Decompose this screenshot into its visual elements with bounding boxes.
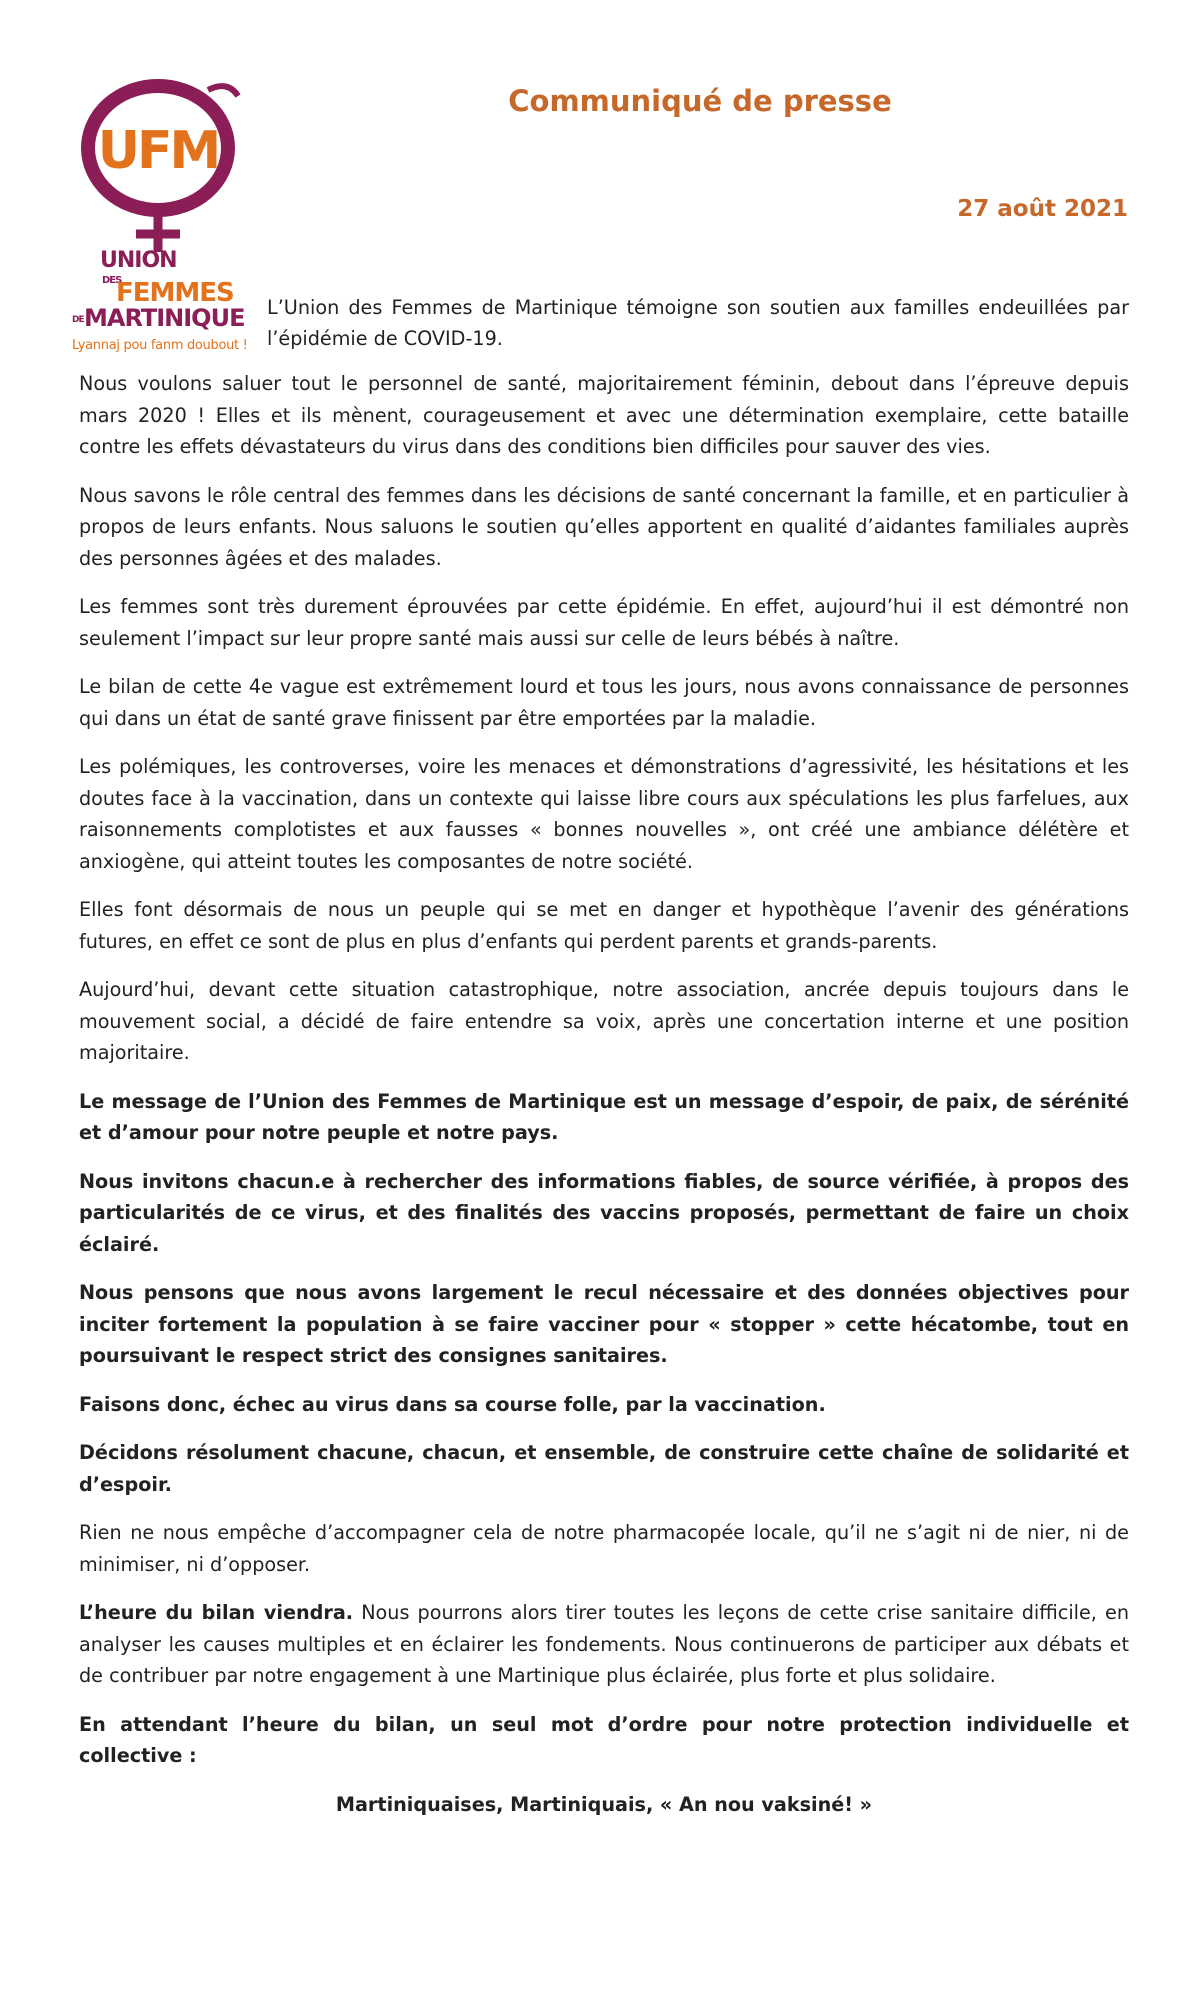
logo-slogan: Lyannaj pou fanm doubout ! bbox=[72, 338, 248, 353]
paragraph-message: Le message de l’Union des Femmes de Martinique est un message d’espoir, de paix, de sérénité et d’amour pour notre peuple et notre pays. bbox=[79, 1089, 1129, 1144]
press-date: 27 août 2021 bbox=[957, 196, 1128, 222]
page-title: Communiqué de presse bbox=[508, 84, 892, 118]
paragraph-personnel-sante: Nous voulons saluer tout le personnel de santé, majoritairement féminin, debout dans l’épreuve depuis mars 2020 ! Elles et ils mènent, courageusement et avec une détermination exemplaire, cette bataille contre les effets dévastateurs du virus dans des conditions bien difficiles pour sauver des vies. bbox=[79, 372, 1129, 458]
logo-union: UNION bbox=[100, 248, 177, 273]
paragraph-mot-ordre: En attendant l’heure du bilan, un seul mot d’ordre pour notre protection individuelle et collective : bbox=[79, 1712, 1129, 1767]
logo-femmes: FEMMES bbox=[116, 278, 234, 308]
venus-symbol-icon bbox=[70, 74, 252, 256]
paragraph-recul: Nous pensons que nous avons largement le recul nécessaire et des données objectives pour inciter fortement la population à se faire vacciner pour « stopper » cette hécatombe, tout en poursuivant le respect strict des consignes sanitaires. bbox=[79, 1281, 1129, 1367]
logo-initials: UFM bbox=[97, 121, 219, 181]
logo-de: DE bbox=[72, 315, 84, 325]
paragraph-danger: Elles font désormais de nous un peuple qui se met en danger et hypothèque l’avenir des générations futures, en effet ce sont de plus en plus d’enfants qui perdent parents et grands-parents. bbox=[79, 898, 1129, 953]
paragraph-polemiques: Les polémiques, les controverses, voire les menaces et démonstrations d’agressivité, les hésitations et les doutes face à la vaccination, dans un contexte qui laisse libre cours aux spéculations les plus farfelues, aux raisonnements complotistes et aux fausses « bonnes nouvelles », ont créé une ambiance délétère et anxiogène, qui atteint toutes les composantes de notre société. bbox=[79, 755, 1129, 873]
bilan-rest: Nous pourrons alors tirer toutes les leçons de cette crise sanitaire difficile, en analyser les causes multiples et en éclairer les fondements. Nous continuerons de participer aux débats et de contribuer par notre engagement à une Martinique plus éclairée, plus forte et plus solidaire. bbox=[79, 1601, 1129, 1687]
ufm-logo bbox=[70, 74, 252, 356]
closing-slogan: Martiniquaises, Martiniquais, « An nou vaksiné! » bbox=[335, 1792, 873, 1816]
press-release-body bbox=[79, 368, 1129, 1837]
paragraph-femmes-eprouvees: Les femmes sont très durement éprouvées par cette épidémie. En effet, aujourd’hui il est démontré non seulement l’impact sur leur propre santé mais aussi sur celle de leurs bébés à naître. bbox=[79, 595, 1129, 650]
intro-paragraph: L’Union des Femmes de Martinique témoigne son soutien aux familles endeuillées par l’épidémie de COVID-19. bbox=[267, 296, 1129, 350]
paragraph-invitation: Nous invitons chacun.e à rechercher des informations fiables, de source vérifiée, à propos des particularités de ce virus, et des finalités des vaccins proposés, permettant de faire un choix éclairé. bbox=[79, 1169, 1129, 1256]
paragraph-bilan-vague: Le bilan de cette 4e vague est extrêmement lourd et tous les jours, nous avons connaissance de personnes qui dans un état de santé grave finissent par être emportées par la maladie. bbox=[79, 675, 1129, 730]
paragraph-solidarite: Décidons résolument chacune, chacun, et ensemble, de construire cette chaîne de solidarité et d’espoir. bbox=[79, 1441, 1129, 1496]
paragraph-echec-virus: Faisons donc, échec au virus dans sa course folle, par la vaccination. bbox=[79, 1392, 826, 1416]
paragraph-role-femmes: Nous savons le rôle central des femmes dans les décisions de santé concernant la famille, et en particulier à propos de leurs enfants. Nous saluons le soutien qu’elles apportent en qualité d’aidantes familiales auprès des personnes âgées et des malades. bbox=[79, 483, 1129, 570]
paragraph-bilan bbox=[79, 1597, 1129, 1692]
bilan-lead: L’heure du bilan viendra. bbox=[79, 1601, 354, 1624]
paragraph-association: Aujourd’hui, devant cette situation catastrophique, notre association, ancrée depuis toujours dans le mouvement social, a décidé de faire entendre sa voix, après une concertation interne et une position majoritaire. bbox=[79, 978, 1129, 1064]
paragraph-pharmacopee: Rien ne nous empêche d’accompagner cela de notre pharmacopée locale, qu’il ne s’agit ni de nier, ni de minimiser, ni d’opposer. bbox=[79, 1521, 1129, 1576]
logo-des: DES bbox=[102, 275, 122, 286]
logo-martinique: MARTINIQUE bbox=[84, 304, 245, 332]
